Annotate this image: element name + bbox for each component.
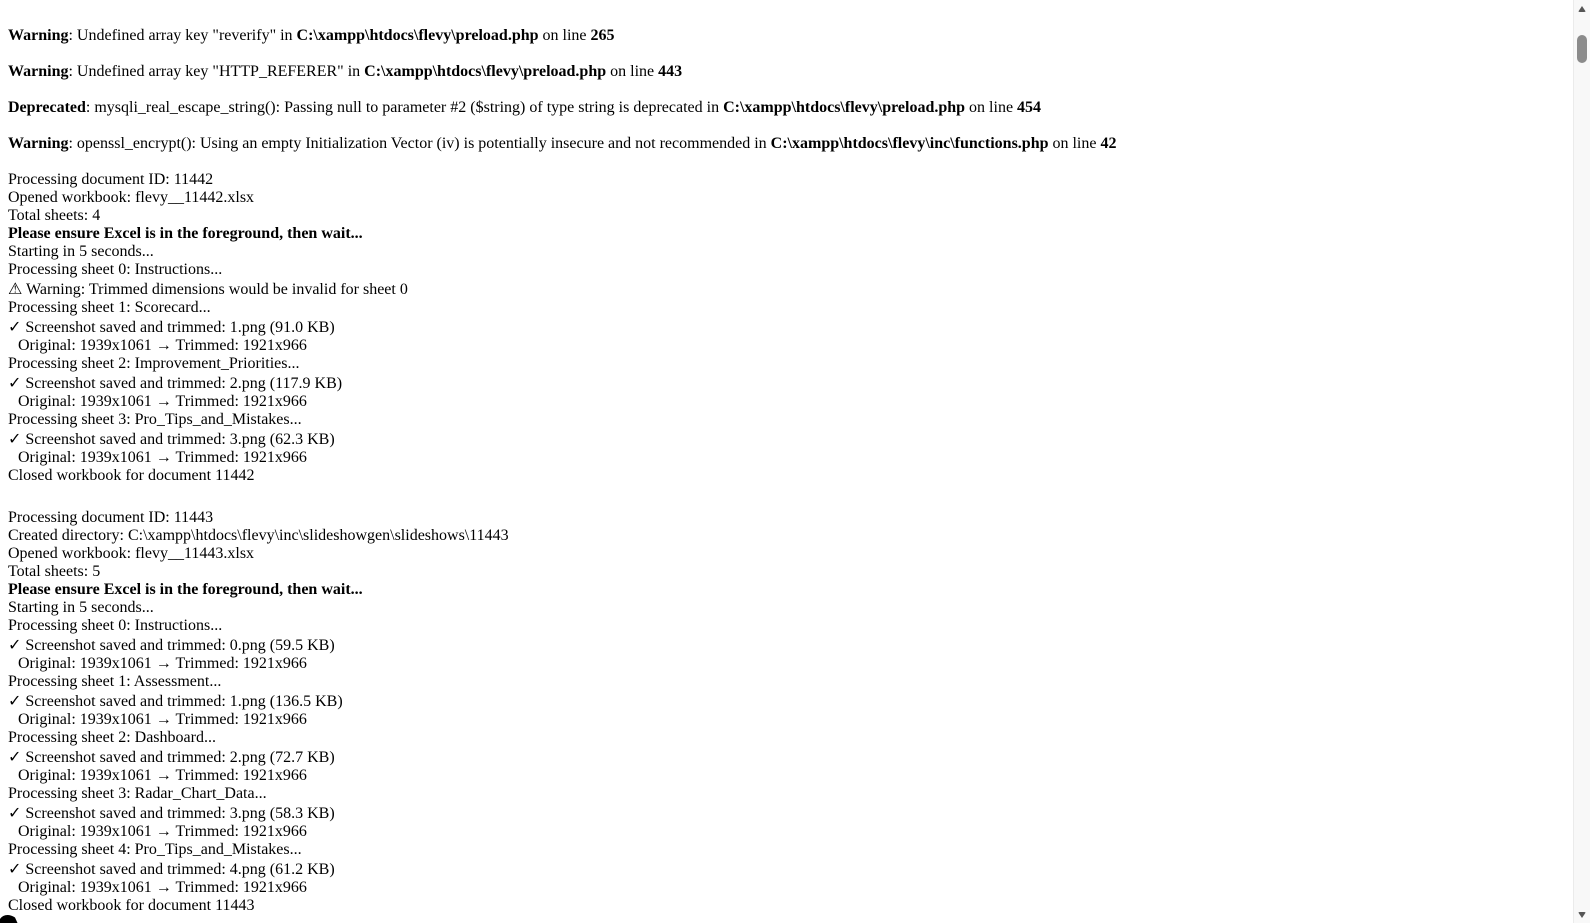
log-line: Processing document ID: 11443 <box>8 509 214 526</box>
check-icon: ✓ <box>8 749 22 766</box>
log-line <box>8 281 1565 299</box>
check-icon: ✓ <box>8 861 22 878</box>
log-line-text: Screenshot saved and trimmed: 3.png (62.3 KB) <box>21 431 335 448</box>
log-line <box>8 805 1565 823</box>
log-line: Opened workbook: flevy__11443.xlsx <box>8 545 255 562</box>
log-line: Starting in 5 seconds... <box>8 599 154 616</box>
notice-bold-text: 265 <box>590 27 615 44</box>
log-line: Created directory: C:\xampp\htdocs\flevy\inc\slideshowgen\slideshows\11443 <box>8 527 509 544</box>
log-line-text: Screenshot saved and trimmed: 1.png (91.0 KB) <box>21 319 335 336</box>
log-line <box>8 431 1565 449</box>
log-line: Processing sheet 0: Instructions... <box>8 617 223 634</box>
scrollbar-track[interactable] <box>1574 17 1590 906</box>
notice-bold-text: 443 <box>658 63 683 80</box>
php-notice <box>8 99 1565 117</box>
notice-bold-text: C:\xampp\htdocs\flevy\preload.php <box>364 63 607 80</box>
log-line <box>8 375 1565 393</box>
log-line: Starting in 5 seconds... <box>8 243 154 260</box>
log-line: Closed workbook for document 11443 <box>8 897 255 914</box>
notice-text: : mysqli_real_escape_string(): Passing null to parameter #2 ($string) of type string is deprecated in <box>85 99 724 116</box>
log-line: Original: 1939x1061 → Trimmed: 1921x966 <box>18 711 307 728</box>
notice-bold-text: 454 <box>1017 99 1042 116</box>
log-line: Opened workbook: flevy__11442.xlsx <box>8 189 255 206</box>
notice-text: on line <box>538 27 591 44</box>
log-line-text: Screenshot saved and trimmed: 0.png (59.5 KB) <box>21 637 335 654</box>
log-line: Processing sheet 3: Pro_Tips_and_Mistakes... <box>8 411 302 428</box>
log-line: Please ensure Excel is in the foreground, then wait... <box>8 581 363 598</box>
log-line: Processing sheet 4: Pro_Tips_and_Mistakes... <box>8 841 302 858</box>
warning-icon: ⚠ <box>8 281 23 298</box>
log-block <box>8 171 1565 485</box>
notice-text: on line <box>965 99 1018 116</box>
notice-bold-text: C:\xampp\htdocs\flevy\inc\functions.php <box>770 135 1049 152</box>
php-notice <box>8 63 1565 81</box>
check-icon: ✓ <box>8 431 22 448</box>
log-output <box>8 171 1565 915</box>
notice-bold-text: Warning <box>8 27 69 44</box>
vertical-scrollbar[interactable] <box>1573 0 1590 923</box>
log-line-text: Screenshot saved and trimmed: 3.png (58.3 KB) <box>21 805 335 822</box>
notice-bold-text: Warning <box>8 63 69 80</box>
notice-text: : openssl_encrypt(): Using an empty Initialization Vector (iv) is potentially insecure and not recommended in <box>68 135 771 152</box>
log-line: Processing sheet 1: Scorecard... <box>8 299 211 316</box>
log-line: Original: 1939x1061 → Trimmed: 1921x966 <box>18 337 307 354</box>
notice-bold-text: Warning <box>8 135 69 152</box>
log-line: Original: 1939x1061 → Trimmed: 1921x966 <box>18 823 307 840</box>
notice-bold-text: Deprecated <box>8 99 86 116</box>
log-line <box>8 693 1565 711</box>
notice-bold-text: C:\xampp\htdocs\flevy\preload.php <box>296 27 539 44</box>
log-line: Original: 1939x1061 → Trimmed: 1921x966 <box>18 655 307 672</box>
php-notice <box>8 27 1565 45</box>
log-line: Total sheets: 4 <box>8 207 101 224</box>
log-line-text: Screenshot saved and trimmed: 2.png (117.9 KB) <box>21 375 343 392</box>
check-icon: ✓ <box>8 805 22 822</box>
scroll-down-button[interactable] <box>1574 906 1590 923</box>
notice-bold-text: C:\xampp\htdocs\flevy\preload.php <box>723 99 966 116</box>
log-line-text: Screenshot saved and trimmed: 2.png (72.7 KB) <box>21 749 335 766</box>
log-line: Processing sheet 1: Assessment... <box>8 673 222 690</box>
check-icon: ✓ <box>8 375 22 392</box>
log-line: Processing sheet 2: Dashboard... <box>8 729 216 746</box>
scrollbar-thumb[interactable] <box>1577 35 1587 63</box>
mouse-cursor <box>0 914 22 923</box>
scroll-down-icon <box>1578 912 1586 918</box>
log-line: Processing document ID: 11442 <box>8 171 214 188</box>
scroll-up-button[interactable] <box>1574 0 1590 17</box>
log-line: Processing sheet 3: Radar_Chart_Data... <box>8 785 267 802</box>
log-line-text: Warning: Trimmed dimensions would be invalid for sheet 0 <box>22 281 408 298</box>
check-icon: ✓ <box>8 637 22 654</box>
log-line <box>8 749 1565 767</box>
notice-text: on line <box>1048 135 1101 152</box>
log-line <box>8 637 1565 655</box>
log-line <box>8 319 1565 337</box>
log-line: Please ensure Excel is in the foreground, then wait... <box>8 225 363 242</box>
log-line: Original: 1939x1061 → Trimmed: 1921x966 <box>18 767 307 784</box>
php-notice <box>8 135 1565 153</box>
notice-text: : Undefined array key "HTTP_REFERER" in <box>68 63 365 80</box>
log-line-text: Screenshot saved and trimmed: 1.png (136.5 KB) <box>21 693 343 710</box>
log-block <box>8 509 1565 915</box>
check-icon: ✓ <box>8 319 22 336</box>
log-line: Total sheets: 5 <box>8 563 101 580</box>
php-notices <box>8 8 1565 153</box>
log-line <box>8 861 1565 879</box>
notice-text: : Undefined array key "reverify" in <box>68 27 297 44</box>
scroll-up-icon <box>1578 6 1586 12</box>
log-line-text: Screenshot saved and trimmed: 4.png (61.2 KB) <box>21 861 335 878</box>
notice-text: on line <box>606 63 659 80</box>
log-line: Processing sheet 0: Instructions... <box>8 261 223 278</box>
log-line: Original: 1939x1061 → Trimmed: 1921x966 <box>18 449 307 466</box>
notice-bold-text: 42 <box>1100 135 1117 152</box>
log-line: Original: 1939x1061 → Trimmed: 1921x966 <box>18 879 307 896</box>
log-line: Processing sheet 2: Improvement_Priorities... <box>8 355 300 372</box>
check-icon: ✓ <box>8 693 22 710</box>
log-line: Original: 1939x1061 → Trimmed: 1921x966 <box>18 393 307 410</box>
log-line: Closed workbook for document 11442 <box>8 467 255 484</box>
